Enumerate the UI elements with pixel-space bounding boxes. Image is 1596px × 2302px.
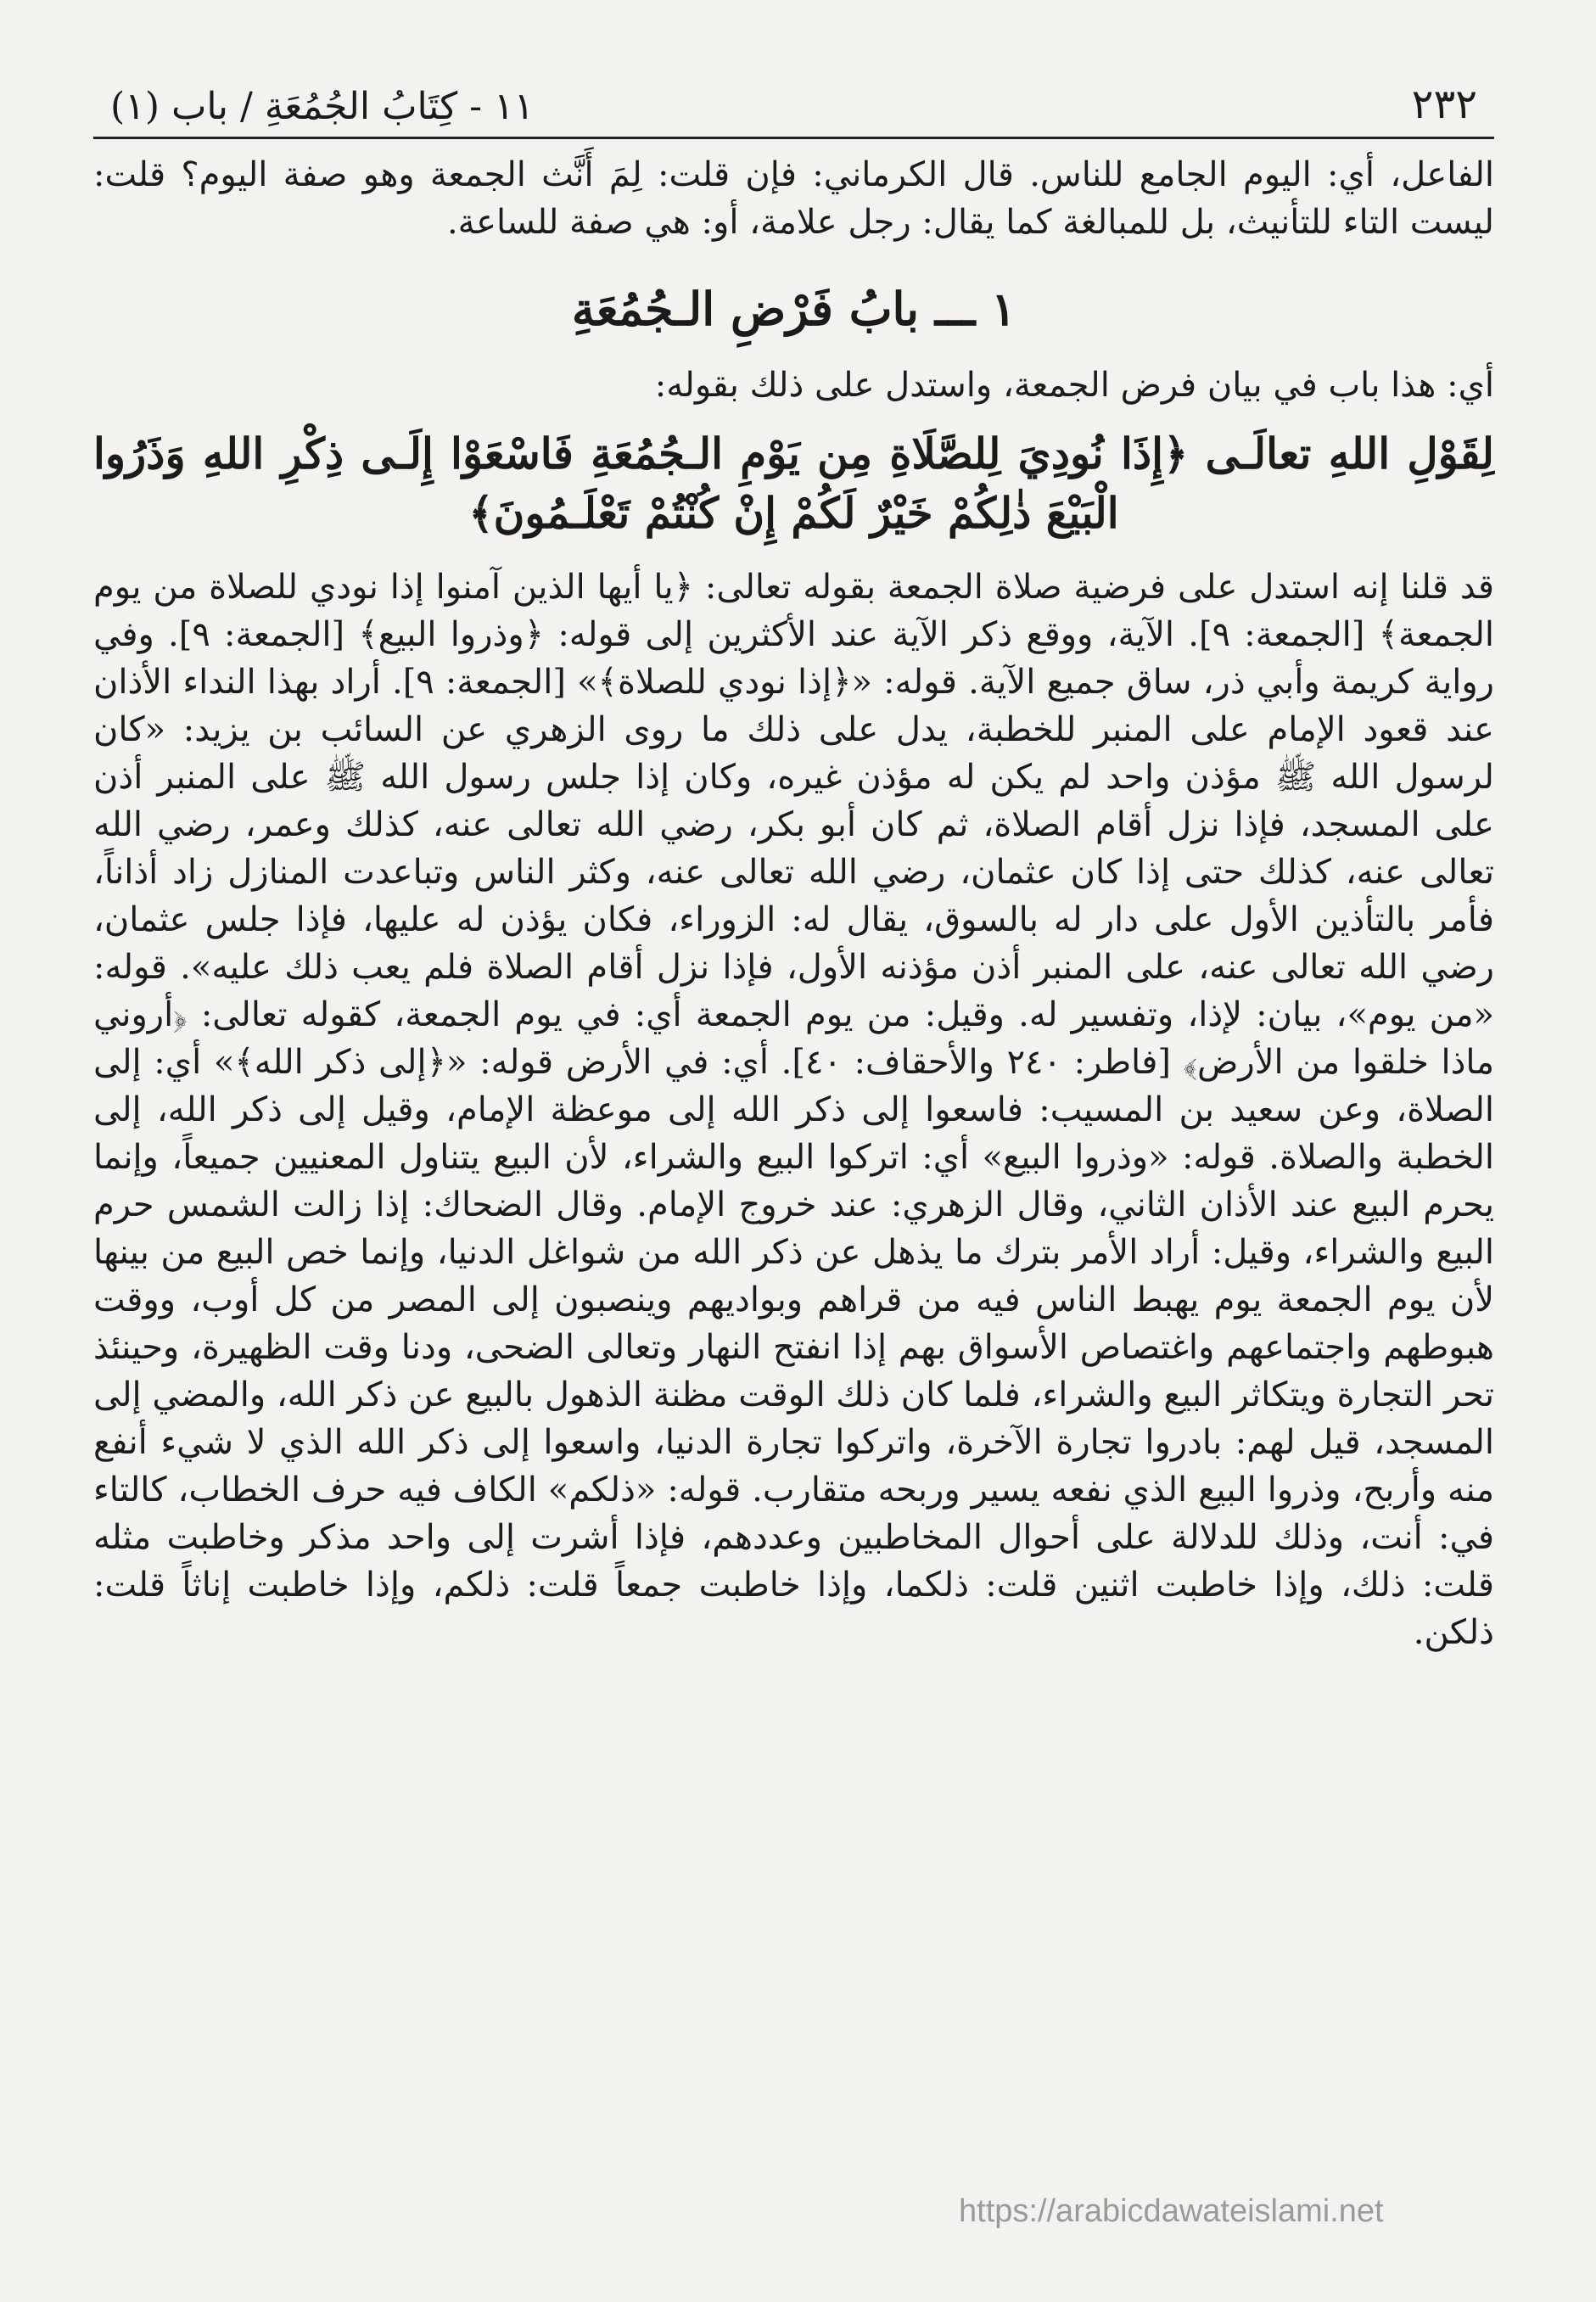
- intro-paragraph: الفاعل، أي: اليوم الجامع للناس. قال الكرماني: فإن قلت: لِمَ أَنَّث الجمعة وهو صفة اليوم؟ قلت: ليست التاء للتأنيث، بل للمبالغة كما يقال: رجل علامة، أو: هي صفة للساعة.: [93, 155, 1494, 242]
- chapter-title: ١ ـــ بابُ فَرْضِ الـجُمُعَةِ: [571, 282, 1016, 336]
- running-title: ١١ - كِتَابُ الجُمُعَةِ / باب (١): [110, 85, 535, 128]
- commentary-paragraph: قد قلنا إنه استدل على فرضية صلاة الجمعة بقوله تعالى: ﴿يا أيها الذين آمنوا إذا نودي للصلاة من يوم الجمعة﴾ [الجمعة: ٩]. الآية، ووقع ذكر الآية عند الأكثرين إلى قوله: ﴿وذروا البيع﴾ [الجمعة: ٩]. وفي رواية كريمة وأبي ذر، ساق جميع الآية. قوله: «﴿إذا نودي للصلاة﴾» [الجمعة: ٩]. أراد بهذا النداء الأذان عند قعود الإمام على المنبر للخطبة، يدل على ذلك ما روى الزهري عن السائب بن يزيد: «كان لرسول الله ﷺ مؤذن واحد لم يكن له مؤذن غيره، وكان إذا جلس رسول الله ﷺ على المنبر أذن على المسجد، فإذا نزل أقام الصلاة، ثم كان أبو بكر، رضي الله تعالى عنه، كذلك وعمر، رضي الله تعالى عنه، كذلك حتى إذا كان عثمان، رضي الله تعالى عنه، وكثر الناس وتباعدت المنازل زاد أذاناً، فأمر بالتأذين الأول على دار له بالسوق، يقال له: الزوراء، فكان يؤذن له عليها، فإذا جلس عثمان، رضي الله تعالى عنه، على المنبر أذن مؤذنه الأول، فإذا نزل أقام الصلاة فلم يعب ذلك عليه». قوله: «من يوم»، بيان: لإذا، وتفسير له. وقيل: من يوم الجمعة أي: في يوم الجمعة، كقوله تعالى: ﴿أروني ماذا خلقوا من الأرض﴾ [فاطر: ٢٤٠ والأحقاف: ٤٠]. أي: في الأرض قوله: «﴿إلى ذكر الله﴾» أي: إلى الصلاة، وعن سعيد بن المسيب: فاسعوا إلى ذكر الله إلى موعظة الإمام، وقيل إلى ذكر الله، إلى الخطبة والصلاة. قوله: «وذروا البيع» أي: اتركوا البيع والشراء، لأن البيع يتناول المعنيين جميعاً، وإنما يحرم البيع عند الأذان الثاني، وقال الزهري: عند خروج الإمام. وقال الضحاك: إذا زالت الشمس حرم البيع والشراء، وقيل: أراد الأمر بترك ما يذهل عن ذكر الله من شواغل الدنيا، وإنما خص البيع من بينها لأن يوم الجمعة يوم يهبط الناس فيه من قراهم وبواديهم وينصبون إلى المصر من كل أوب، ووقت هبوطهم واجتماعهم واغتصاص الأسواق بهم إذا انفتح النهار وتعالى الضحى، ودنا وقت الظهيرة، وحينئذ تحر التجارة ويتكاثر البيع والشراء، فلما كان ذلك الوقت مظنة الذهول بالبيع عن ذكر الله، والمضي إلى المسجد، قيل لهم: بادروا تجارة الآخرة، واتركوا تجارة الدنيا، واسعوا إلى ذكر الله الذي لا شيء أنفع منه وأربح، وذروا البيع الذي نفعه يسير وربحه متقارب. قوله: «ذلكم» الكاف فيه حرف الخطاب، كالتاء في: أنت، وذلك للدلالة على أحوال المخاطبين وعددهم، فإذا أشرت إلى واحد مذكر وخاطبت مثله قلت: ذلك، وإذا خاطبت اثنين قلت: ذلكما، وإذا خاطبت جمعاً قلت: ذلكم، وإذا خاطبت إناثاً قلت: ذلكن.: [93, 568, 1495, 1652]
- watermark: https://arabicdawateislami.net: [959, 2193, 1384, 2229]
- chapter-note: أي: هذا باب في بيان فرض الجمعة، واستدل على ذلك بقوله:: [654, 366, 1494, 405]
- quran-quote: لِقَوْلِ اللهِ تعالَـى ﴿إِذَا نُودِيَ لِلصَّلَاةِ مِن يَوْمِ الـجُمُعَةِ فَاسْعَوْا إِلَـى ذِكْرِ اللهِ وَذَرُوا الْبَيْعَ ذٰلِكُمْ خَيْرٌ لَكُمْ إِنْ كُنْتُمْ تَعْلَـمُونَ﴾: [93, 428, 1494, 538]
- page-header: [93, 81, 1494, 139]
- page-number: ٢٣٢: [1411, 81, 1477, 128]
